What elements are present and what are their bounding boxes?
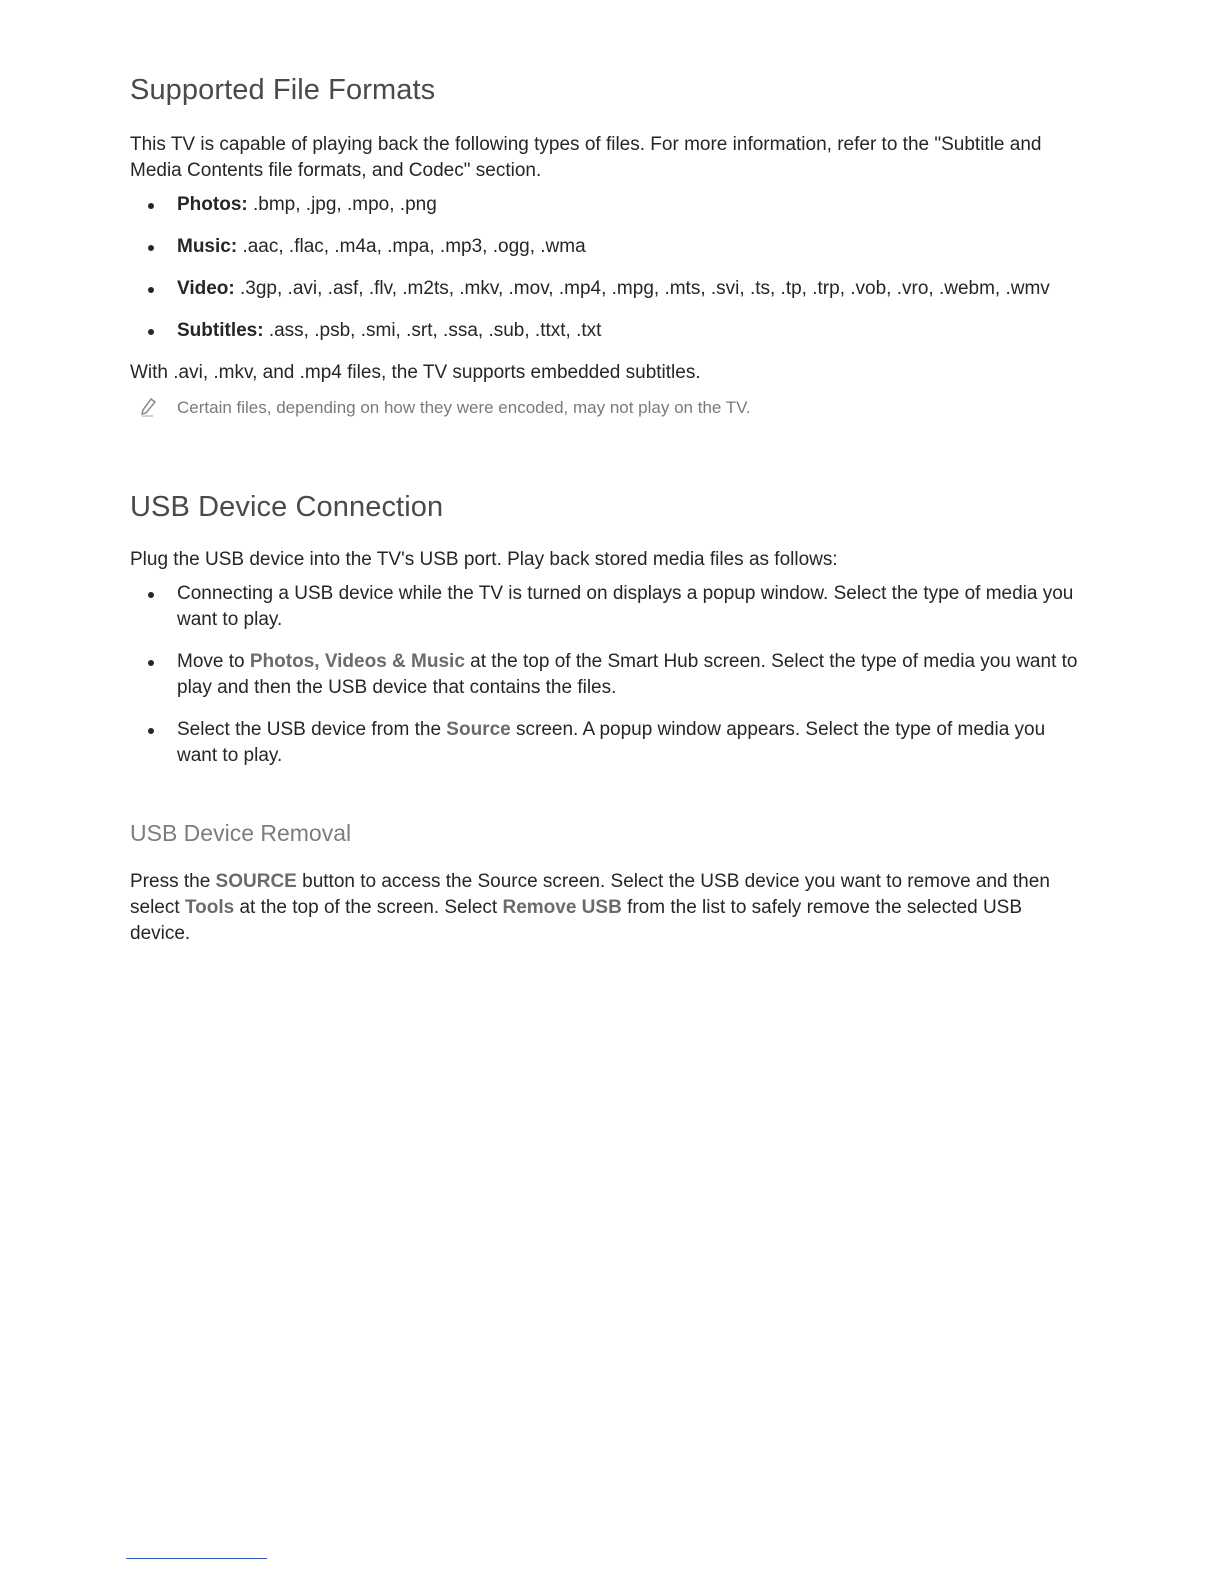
format-term: Music: xyxy=(177,236,238,257)
bullet-text: Move to xyxy=(177,651,250,672)
format-term: Photos: xyxy=(177,194,248,215)
pencil-icon xyxy=(138,396,160,418)
intro-paragraph: Plug the USB device into the TV's USB port. Play back stored media files as follows: xyxy=(130,549,838,570)
list-item xyxy=(130,649,1080,701)
subsection-title: USB Device Removal xyxy=(130,820,352,846)
list-item xyxy=(130,234,1080,260)
menu-reference: Tools xyxy=(184,897,235,918)
bullet-text: Connecting a USB device while the TV is turned on displays a popup window. Select the type of media you want to play. xyxy=(177,583,1074,630)
menu-reference: Remove USB xyxy=(502,897,622,918)
bullet-text: at the top of the Smart Hub screen. Select the type of media you want to play and then the USB device that contains the files. xyxy=(177,651,1078,698)
supported-formats-section xyxy=(130,74,1080,420)
menu-reference: Photos, Videos & Music xyxy=(249,651,465,672)
format-term: Video: xyxy=(177,278,235,299)
usb-removal-section xyxy=(130,820,1080,947)
removal-paragraph xyxy=(130,869,1080,947)
list-item xyxy=(130,318,1080,344)
bullet-text: Select the USB device from the xyxy=(177,719,447,740)
text-run: at the top of the screen. Select xyxy=(234,897,503,918)
format-extensions: .ass, .psb, .smi, .srt, .ssa, .sub, .ttxt, .txt xyxy=(263,320,602,341)
section-title: Supported File Formats xyxy=(130,74,436,106)
usb-connection-section xyxy=(130,491,1080,769)
format-extensions: .3gp, .avi, .asf, .flv, .m2ts, .mkv, .mov, .mp4, .mpg, .mts, .svi, .ts, .tp, .trp, .vob, .vro, .webm, .wmv xyxy=(234,278,1050,299)
format-term: Subtitles: xyxy=(177,320,264,341)
list-item xyxy=(130,192,1080,218)
text-run: button to access the Source screen. Select the USB device you want to remove and then select xyxy=(130,871,1050,918)
button-reference: SOURCE xyxy=(215,871,297,892)
footer-rule xyxy=(126,1558,267,1559)
format-extensions: .aac, .flac, .m4a, .mpa, .mp3, .ogg, .wma xyxy=(237,236,586,257)
section-title: USB Device Connection xyxy=(130,491,444,523)
note xyxy=(130,396,1080,420)
text-run: Press the xyxy=(130,871,216,892)
text-run: from the list to safely remove the selected USB device. xyxy=(130,897,1023,944)
note-text: Certain files, depending on how they were encoded, may not play on the TV. xyxy=(177,398,751,417)
bullet-text: screen. A popup window appears. Select the type of media you want to play. xyxy=(177,719,1046,766)
embedded-subtitles-text: With .avi, .mkv, and .mp4 files, the TV supports embedded subtitles. xyxy=(130,362,701,383)
list-item xyxy=(130,276,1080,302)
list-item xyxy=(130,581,1080,633)
menu-reference: Source xyxy=(446,719,511,740)
format-extensions: .bmp, .jpg, .mpo, .png xyxy=(247,194,437,215)
format-list xyxy=(130,192,1080,344)
instruction-list xyxy=(130,581,1080,769)
intro-paragraph: This TV is capable of playing back the following types of files. For more information, refer to the "Subtitle and Media Contents file formats, and Codec" section. xyxy=(130,134,1042,181)
list-item xyxy=(130,717,1080,769)
